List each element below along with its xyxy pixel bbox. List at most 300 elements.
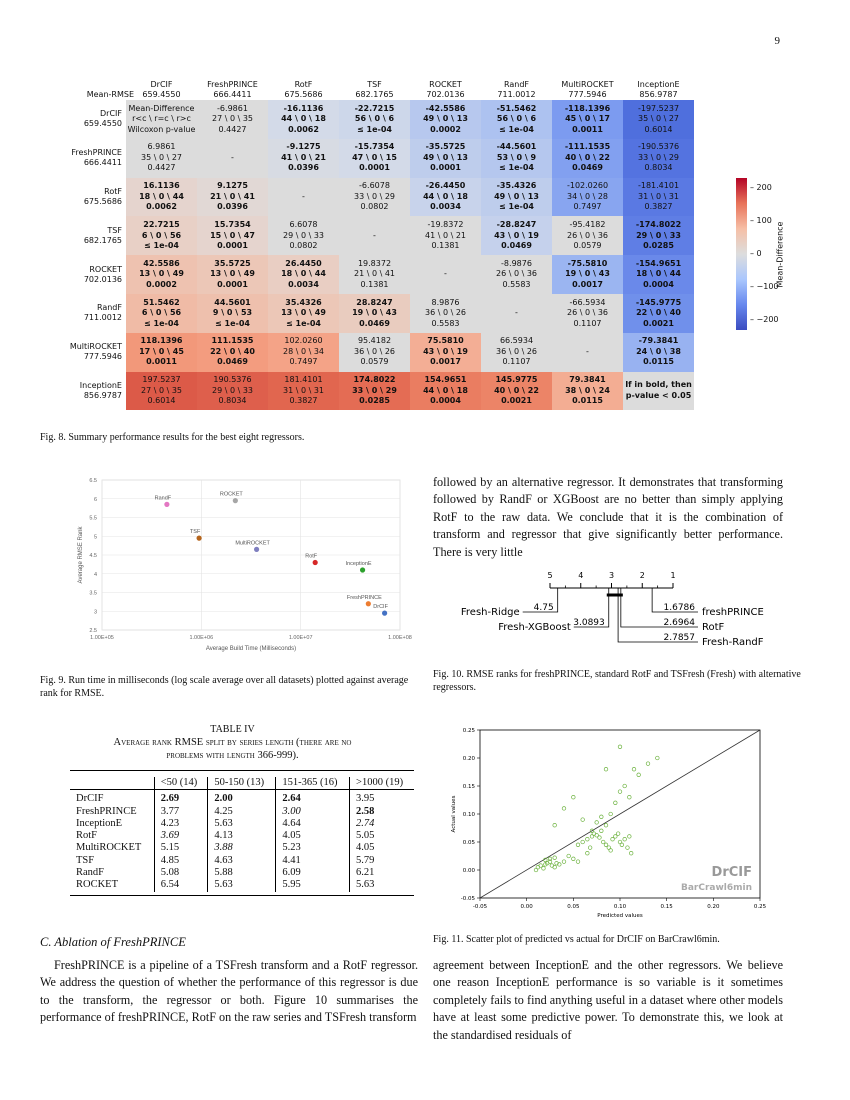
- table4-cell: 6.54: [154, 879, 208, 891]
- heatmap-cell: [268, 333, 339, 372]
- heatmap-cell: [126, 216, 197, 255]
- fig10-method-label: Fresh-Ridge: [460, 607, 520, 618]
- table4: [70, 770, 414, 896]
- heatmap-row-header: InceptionE 856.9787: [79, 381, 122, 400]
- heatmap-cell-text: r<c \ r=c \ r>c: [132, 114, 191, 124]
- heatmap-cell-text: -: [231, 152, 234, 162]
- table4-row-label: MultiROCKET: [76, 842, 142, 854]
- heatmap-cell-text: 15 \ 0 \ 47: [210, 230, 255, 240]
- heatmap-cell-text: 33 \ 0 \ 29: [637, 152, 679, 162]
- table4-cell: 5.95: [276, 879, 350, 891]
- table4-row: [70, 879, 414, 891]
- fig11-x-tick-label: 0.10: [613, 904, 627, 910]
- fig9-y-tick: 4: [93, 571, 97, 578]
- heatmap-cell-text: 0.0579: [360, 357, 389, 367]
- heatmap-row-header: RandF 711.0012: [83, 303, 122, 323]
- table4-row: [70, 830, 414, 842]
- fig9-point-label: DrCIF: [373, 604, 388, 611]
- table4-header-cell: [70, 777, 154, 790]
- table4-row-label: TSF: [76, 854, 95, 866]
- heatmap-cell-text: 21 \ 0 \ 41: [210, 191, 255, 201]
- fig11-watermark-title: DrCIF: [711, 865, 752, 880]
- table4-cell: 3.69: [154, 830, 208, 842]
- fig9-x-tick: 1.00E+06: [189, 635, 214, 641]
- heatmap-cell-text: ≤ 1e-04: [357, 124, 392, 134]
- heatmap-cell-text: 0.7497: [573, 202, 602, 212]
- table4-row: [70, 855, 414, 867]
- fig9-point-label: MultiROCKET: [235, 540, 270, 547]
- heatmap-cell-text: 35.5725: [214, 258, 251, 268]
- heatmap-cell-text: 9 \ 0 \ 53: [212, 308, 253, 318]
- heatmap-cell: [410, 255, 481, 294]
- table4-cell: 3.95: [350, 790, 414, 806]
- heatmap-cell-text: 75.5810: [427, 336, 464, 346]
- table4-cell: 4.05: [350, 842, 414, 854]
- heatmap-cell-text: -: [302, 191, 305, 201]
- heatmap-cell-text: 19 \ 0 \ 43: [352, 308, 397, 318]
- fig10-tick-label: 1: [670, 571, 676, 580]
- heatmap-cell-text: 15.7354: [214, 220, 251, 230]
- heatmap-cell-text: 36 \ 0 \ 26: [424, 308, 466, 318]
- heatmap-cell: [268, 216, 339, 255]
- heatmap-cell-text: 0.1381: [360, 279, 389, 289]
- table4-cell: 4.23: [154, 818, 208, 830]
- heatmap-cell-text: ≤ 1e-04: [215, 318, 250, 328]
- heatmap-col-header: ROCKET 702.0136: [426, 80, 465, 99]
- fig9-x-tick: 1.00E+08: [388, 635, 412, 641]
- heatmap-cell-text: 0.0285: [359, 396, 390, 406]
- heatmap-cell-text: 0.0002: [146, 279, 177, 289]
- heatmap-cell-text: 22 \ 0 \ 40: [210, 346, 255, 356]
- heatmap-cell: [481, 372, 552, 411]
- heatmap-cell-text: 49 \ 0 \ 13: [494, 191, 539, 201]
- heatmap-cell-text: 79.3841: [569, 375, 606, 385]
- heatmap-cell-text: 0.1381: [431, 241, 460, 251]
- heatmap-cell: [339, 294, 410, 333]
- heatmap-cell-text: 19.8372: [357, 258, 392, 268]
- heatmap-cell-text: 111.1535: [211, 336, 254, 346]
- heatmap-cell-text: 190.5376: [213, 375, 252, 385]
- heatmap-cell: [552, 294, 623, 333]
- fig11-x-tick-label: 0.15: [660, 904, 673, 910]
- table4-cell: 5.63: [208, 879, 276, 891]
- heatmap-col-header: RotF 675.5686: [284, 80, 323, 99]
- table4-cell: 5.15: [154, 842, 208, 854]
- fig10-rank-value: 2.7857: [663, 633, 695, 643]
- heatmap-cell-text: 0.7497: [289, 357, 318, 367]
- heatmap-cell-text: 66.5934: [499, 336, 534, 346]
- heatmap-cell: [410, 333, 481, 372]
- table4-row: [70, 790, 414, 806]
- table4-cell: 5.79: [350, 855, 414, 867]
- fig9-point: [313, 560, 318, 565]
- fig10-tick-label: 5: [547, 571, 553, 580]
- heatmap-cell-text: 0.0469: [217, 357, 248, 367]
- table4-cell: 5.05: [350, 830, 414, 842]
- heatmap-cell-text: -26.4450: [425, 181, 466, 191]
- fig11-y-tick-label: 0.25: [462, 728, 475, 734]
- heatmap-cell-text: 56 \ 0 \ 6: [354, 114, 395, 124]
- heatmap-cell-text: -95.4182: [569, 220, 606, 230]
- table4-cell: 4.64: [276, 818, 350, 830]
- fig10-method-label: freshPRINCE: [702, 607, 764, 618]
- heatmap-cell: [481, 178, 552, 217]
- heatmap-cell-text: 18 \ 0 \ 44: [281, 269, 326, 279]
- fig9-point: [360, 567, 365, 572]
- heatmap-cell: [552, 139, 623, 178]
- heatmap-cell-text: 35.4326: [285, 297, 322, 307]
- right-bottom-paragraph: agreement between InceptionE and the other regressors. We believe one reason InceptionE performance is so variable is it sometimes completely fails to find anything useful in a dataset where other models have at least some predictive power. To demonstrate this, we look at the standardised residuals of: [433, 958, 783, 1042]
- heatmap-cell-text: 0.0017: [430, 357, 461, 367]
- table4-cell: 6.21: [350, 867, 414, 879]
- heatmap-cell: [623, 372, 694, 411]
- heatmap-cell-text: 0.0001: [359, 163, 390, 173]
- colorbar-tick: – −100: [750, 282, 779, 292]
- heatmap-cell-text: 49 \ 0 \ 13: [423, 114, 468, 124]
- fig9-point-label: TSF: [189, 529, 201, 536]
- heatmap-cell-text: ≤ 1e-04: [499, 124, 534, 134]
- fig9-point-label: RotF: [305, 553, 318, 560]
- fig11-x-tick-label: -0.05: [472, 904, 488, 910]
- heatmap-cell-text: 41 \ 0 \ 21: [424, 230, 466, 240]
- heatmap-cell-text: -16.1136: [283, 103, 324, 113]
- heatmap-cell: [552, 255, 623, 294]
- table4-subtitle-1: Average rank RMSE split by series length (there are no: [113, 737, 352, 748]
- heatmap-corner-label: Mean-RMSE: [86, 90, 134, 99]
- fig10-method-label: Fresh-XGBoost: [498, 622, 571, 633]
- heatmap-cell-text: 29 \ 0 \ 33: [636, 230, 681, 240]
- heatmap-cell-text: -6.6078: [359, 181, 390, 191]
- heatmap-cell-text: 19 \ 0 \ 43: [565, 269, 610, 279]
- table4-cell: 5.08: [154, 867, 208, 879]
- heatmap-row-header: RotF 675.5686: [83, 187, 122, 206]
- table4-cell: 5.88: [208, 867, 276, 879]
- heatmap-cell-text: 44 \ 0 \ 18: [423, 191, 468, 201]
- heatmap-cell-text: 0.0802: [360, 202, 389, 212]
- table4-cell: 4.05: [276, 830, 350, 842]
- heatmap-cell: [552, 372, 623, 411]
- heatmap-cell-text: -28.8247: [496, 220, 537, 230]
- heatmap-cell-text: 0.0017: [572, 279, 603, 289]
- heatmap-cell-text: 45 \ 0 \ 17: [565, 114, 610, 124]
- heatmap-cell: [197, 216, 268, 255]
- heatmap-cell: [339, 139, 410, 178]
- heatmap-cell-text: 118.1396: [140, 336, 183, 346]
- heatmap-cell-text: 56 \ 0 \ 6: [496, 114, 537, 124]
- fig9-x-label: Average Build Time (Milliseconds): [205, 646, 297, 652]
- heatmap-cell-text: 0.8034: [218, 396, 247, 406]
- fig9-caption: Fig. 9. Run time in milliseconds (log scale average over all datasets) plotted against average rank for RMSE.: [40, 675, 409, 699]
- fig9-x-tick: 1.00E+07: [288, 635, 313, 641]
- heatmap-cell-text: 29 \ 0 \ 33: [282, 230, 324, 240]
- heatmap-cell-text: 13 \ 0 \ 49: [139, 269, 184, 279]
- heatmap-cell: [552, 216, 623, 255]
- heatmap-cell-text: 13 \ 0 \ 49: [281, 308, 326, 318]
- heatmap-cell-text: 0.0034: [288, 279, 319, 289]
- heatmap-cell-text: -190.5376: [637, 142, 680, 152]
- heatmap-figure: [60, 70, 790, 420]
- heatmap-cell: [268, 294, 339, 333]
- heatmap-cell-text: 29 \ 0 \ 33: [211, 385, 253, 395]
- heatmap-cell-text: -66.5934: [569, 297, 606, 307]
- heatmap-cell: [623, 139, 694, 178]
- heatmap-cell-text: 44.5601: [214, 297, 251, 307]
- heatmap-cell: [197, 139, 268, 178]
- table4-cell: 2.00: [208, 790, 276, 806]
- heatmap-cell-text: 36 \ 0 \ 26: [495, 346, 537, 356]
- heatmap-cell: [623, 333, 694, 372]
- fig11-x-tick-label: 0.05: [567, 904, 580, 910]
- fig9-y-tick: 3: [93, 609, 97, 616]
- fig11-y-label: Actual values: [451, 795, 457, 833]
- table4-cell: 2.74: [350, 818, 414, 830]
- heatmap-cell-text: 0.4427: [147, 163, 176, 173]
- heatmap-cell-text: -: [515, 308, 518, 318]
- heatmap-cell-text: 0.0469: [359, 318, 390, 328]
- table4-cell: 2.64: [276, 790, 350, 806]
- fig9-point: [382, 611, 387, 616]
- heatmap-cell-text: -111.1535: [564, 142, 611, 152]
- fig11-y-tick-label: 0.10: [462, 812, 475, 818]
- heatmap-cell-text: 22.7215: [143, 220, 180, 230]
- heatmap-cell: [552, 333, 623, 372]
- fig9-chart: [70, 470, 420, 665]
- heatmap-cell-text: 18 \ 0 \ 44: [636, 269, 681, 279]
- table4-row-label: ROCKET: [76, 879, 118, 891]
- fig9-y-tick: 6: [93, 496, 97, 503]
- fig10-tick-label: 2: [639, 571, 645, 580]
- heatmap-cell-text: 0.0034: [430, 202, 461, 212]
- heatmap-cell-text: 16.1136: [143, 181, 180, 191]
- table4-cell: 5.23: [276, 842, 350, 854]
- heatmap-cell-text: -9.1275: [286, 142, 321, 152]
- heatmap-cell: [339, 372, 410, 411]
- table4-row: [70, 867, 414, 879]
- heatmap-cell-text: 197.5237: [142, 375, 181, 385]
- fig9-point-label: RandF: [154, 495, 172, 502]
- heatmap-cell-text: -8.9876: [501, 258, 532, 268]
- heatmap-cell: [197, 178, 268, 217]
- heatmap-cell-text: 0.0115: [643, 357, 674, 367]
- colorbar-tick: – 0: [750, 249, 762, 258]
- fig9-y-label: Average RMSE Rank: [78, 526, 84, 584]
- fig9-y-tick: 3.5: [89, 590, 97, 597]
- fig9-point: [233, 498, 238, 503]
- fig9-point-label: FreshPRINCE: [346, 594, 382, 601]
- heatmap-cell-text: 0.0062: [288, 124, 319, 134]
- heatmap-cell-text: 0.0802: [289, 241, 318, 251]
- heatmap-cell-text: 0.6014: [644, 124, 673, 134]
- fig11-chart: [435, 722, 775, 922]
- fig10-rank-value: 2.6964: [663, 618, 695, 628]
- heatmap-cell: [552, 100, 623, 139]
- heatmap-cell-text: 0.0115: [572, 396, 603, 406]
- heatmap-cell-text: 0.0021: [501, 396, 532, 406]
- table4-cell: 4.13: [208, 830, 276, 842]
- heatmap-cell-text: 0.0001: [217, 241, 248, 251]
- heatmap-cell-text: 0.0011: [572, 124, 603, 134]
- heatmap-cell-text: 42.5586: [143, 258, 180, 268]
- heatmap-cell: [623, 255, 694, 294]
- heatmap-cell-text: 26 \ 0 \ 36: [566, 308, 608, 318]
- heatmap-cell-text: 17 \ 0 \ 45: [139, 346, 184, 356]
- heatmap-cell-text: 53 \ 0 \ 9: [496, 152, 537, 162]
- fig11-caption: Fig. 11. Scatter plot of predicted vs actual for DrCIF on BarCrawl6min.: [433, 934, 720, 945]
- heatmap-cell-text: 0.5583: [502, 279, 531, 289]
- fig9-y-tick: 2.5: [89, 628, 97, 634]
- page-number: 9: [774, 35, 780, 47]
- heatmap-cell-text: 0.6014: [147, 396, 176, 406]
- heatmap-cell-text: 0.0469: [501, 241, 532, 251]
- table4-cell: 4.41: [276, 855, 350, 867]
- fig9-y-tick: 4.5: [89, 553, 97, 559]
- fig11-svg: [435, 722, 775, 922]
- heatmap-cell-text: Mean-Difference: [128, 103, 195, 113]
- heatmap-cell-text: 28 \ 0 \ 34: [282, 346, 324, 356]
- fig10-method-label: RotF: [702, 622, 725, 633]
- fig9-point: [366, 601, 371, 606]
- heatmap-cell-text: 9.1275: [217, 181, 248, 191]
- table4-cell: 4.63: [208, 855, 276, 867]
- heatmap-cell-text: 35 \ 0 \ 27: [637, 114, 679, 124]
- heatmap-cell: [197, 372, 268, 411]
- fig9-point: [254, 547, 259, 552]
- heatmap-cell-text: 26 \ 0 \ 36: [566, 230, 608, 240]
- heatmap-cell-text: ≤ 1e-04: [144, 241, 179, 251]
- heatmap-cell-text: 0.3827: [644, 202, 673, 212]
- heatmap-cell: [410, 294, 481, 333]
- heatmap-cell-text: 0.5583: [431, 318, 460, 328]
- heatmap-cell-text: -: [373, 230, 376, 240]
- heatmap-cell-text: 174.8022: [353, 375, 396, 385]
- table4-cell: 3.77: [154, 806, 208, 818]
- heatmap-cell-text: 31 \ 0 \ 31: [282, 385, 324, 395]
- heatmap-cell-text: -197.5237: [637, 103, 680, 113]
- section-heading: C. Ablation of FreshPRINCE: [40, 935, 186, 949]
- table4-cell: 4.85: [154, 855, 208, 867]
- heatmap-cell: [126, 178, 197, 217]
- heatmap-cell: [623, 100, 694, 139]
- heatmap-cell-text: 0.0011: [146, 357, 177, 367]
- heatmap-col-header: InceptionE 856.9787: [637, 80, 680, 99]
- heatmap-cell-text: 0.0062: [146, 202, 177, 212]
- right-top-paragraph: followed by an alternative regressor. It demonstrates that transforming followed by RandF or XGBoost are no better than simply applying RotF to the raw data. We conclude that it is the combination of transform and regressor that give significantly better performance. There is very little: [433, 475, 783, 559]
- heatmap-cell: [481, 333, 552, 372]
- table4-header-cell: >1000 (19): [350, 777, 414, 790]
- heatmap-cell-text: -42.5586: [425, 103, 466, 113]
- heatmap-cell: [481, 100, 552, 139]
- heatmap-cell-text: 22 \ 0 \ 40: [636, 308, 681, 318]
- heatmap-cell: [126, 255, 197, 294]
- heatmap-cell-text: 6 \ 0 \ 56: [141, 308, 182, 318]
- table4-subtitle-2: problems with length 366-999).: [166, 750, 299, 761]
- fig11-x-tick-label: 0.00: [520, 904, 533, 910]
- fig9-point: [197, 536, 202, 541]
- heatmap-cell: [197, 333, 268, 372]
- colorbar: [736, 178, 747, 330]
- left-bottom-paragraph: FreshPRINCE is a pipeline of a TSFresh transform and a RotF regressor. We address the question of whether the performance of this regressor is due to the transform, the regressor or both. Figure 10 summarises the performance of freshPRINCE, RotF on the raw series and TSFresh transform: [40, 958, 418, 1025]
- heatmap-cell: [197, 294, 268, 333]
- heatmap-cell-text: 0.0021: [643, 318, 674, 328]
- heatmap-cell-text: 0.0004: [643, 279, 674, 289]
- heatmap-cell-text: 44 \ 0 \ 18: [423, 385, 468, 395]
- table4-cell: 3.88: [208, 842, 276, 854]
- heatmap-cell-text: -51.5462: [496, 103, 537, 113]
- heatmap-cell-text: 6.6078: [289, 220, 318, 230]
- table4-cell: 6.09: [276, 867, 350, 879]
- table4-header-cell: 50-150 (13): [208, 777, 276, 790]
- heatmap-cell-text: -181.4101: [637, 181, 680, 191]
- heatmap-cell: [623, 216, 694, 255]
- fig10-method-label: Fresh-RandF: [702, 637, 764, 648]
- fig10-rank-value: 3.0893: [573, 618, 605, 628]
- fig10-rank-value: 4.75: [533, 603, 554, 613]
- heatmap-cell-text: 102.0260: [284, 336, 323, 346]
- heatmap-cell-text: -174.8022: [635, 220, 682, 230]
- heatmap-cell-text: -22.7215: [354, 103, 395, 113]
- fig10-tick-label: 4: [578, 571, 584, 580]
- heatmap-cell-text: 26 \ 0 \ 36: [495, 269, 537, 279]
- heatmap-cell-text: 0.0579: [573, 241, 602, 251]
- heatmap-cell-text: -: [444, 269, 447, 279]
- heatmap-cell: [481, 294, 552, 333]
- heatmap-cell-text: ≤ 1e-04: [499, 202, 534, 212]
- heatmap-cell: [481, 139, 552, 178]
- heatmap-cell-text: 49 \ 0 \ 13: [423, 152, 468, 162]
- heatmap-cell: [339, 333, 410, 372]
- fig9-point-label: ROCKET: [219, 491, 243, 498]
- heatmap-cell-text: 13 \ 0 \ 49: [210, 269, 255, 279]
- heatmap-cell-text: 44 \ 0 \ 18: [281, 114, 326, 124]
- heatmap-cell-text: -118.1396: [564, 103, 611, 113]
- heatmap-cell: [481, 216, 552, 255]
- heatmap-cell-text: 43 \ 0 \ 19: [494, 230, 539, 240]
- heatmap-cell: [126, 333, 197, 372]
- heatmap-cell-text: 24 \ 0 \ 38: [636, 346, 681, 356]
- fig8-caption: Fig. 8. Summary performance results for the best eight regressors.: [40, 432, 305, 443]
- heatmap-cell-text: 95.4182: [357, 336, 392, 346]
- table4-header-cell: <50 (14): [154, 777, 208, 790]
- fig11-y-tick-label: 0.00: [462, 868, 475, 874]
- fig10-tick-label: 3: [608, 571, 615, 580]
- heatmap-row-header: TSF 682.1765: [83, 225, 122, 245]
- heatmap-col-header: FreshPRINCE 666.4411: [207, 80, 258, 99]
- heatmap-cell: [410, 216, 481, 255]
- heatmap-cell-text: 0.0469: [572, 163, 603, 173]
- table4-cell: 5.63: [208, 818, 276, 830]
- heatmap-cell-text: 0.0001: [217, 279, 248, 289]
- table4-row-label: InceptionE: [76, 817, 123, 829]
- heatmap-row-header: DrCIF 659.4550: [83, 109, 122, 129]
- fig9-y-tick: 6.5: [89, 478, 97, 484]
- heatmap-cell: [268, 255, 339, 294]
- heatmap-cell: [126, 372, 197, 411]
- heatmap-cell-text: 181.4101: [284, 375, 323, 385]
- heatmap-cell: [339, 216, 410, 255]
- heatmap-col-header: RandF 711.0012: [497, 80, 536, 99]
- fig11-x-label: Predicted values: [597, 913, 643, 919]
- heatmap-cell: [410, 178, 481, 217]
- heatmap-cell: [339, 178, 410, 217]
- heatmap-cell-text: -145.9775: [635, 297, 682, 307]
- table4-row: [70, 842, 414, 854]
- fig9-y-tick: 5: [93, 534, 97, 541]
- table4-row-label: FreshPRINCE: [76, 805, 137, 817]
- table4-cell: 2.58: [350, 806, 414, 818]
- fig9-point: [164, 502, 169, 507]
- heatmap-cell: [339, 255, 410, 294]
- heatmap-cell: [339, 100, 410, 139]
